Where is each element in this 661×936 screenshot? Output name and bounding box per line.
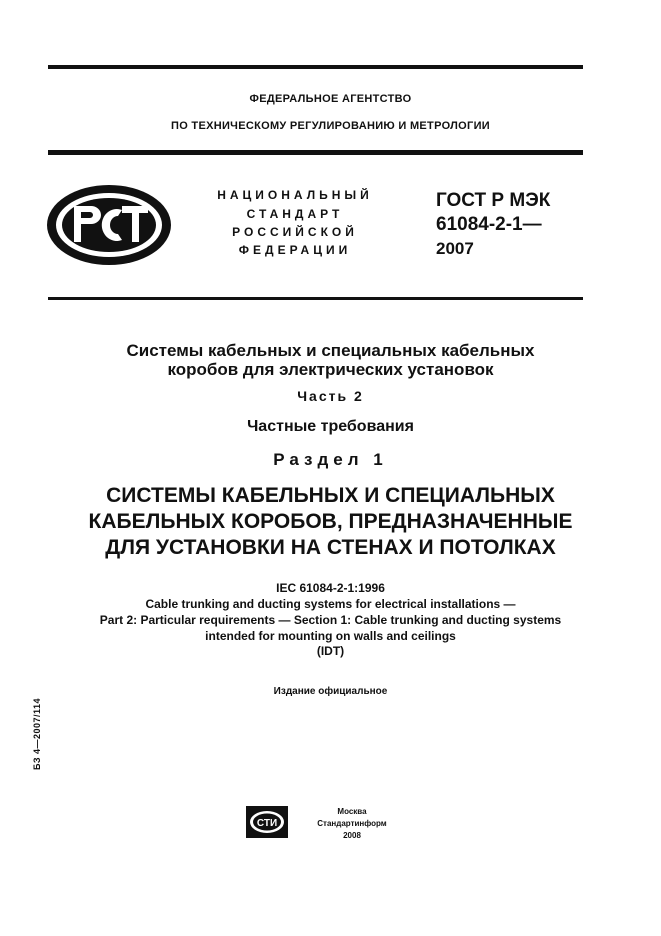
publisher-name: Стандартинформ [317,819,387,828]
designation-rule [48,297,583,300]
rst-logo [44,182,174,268]
header-rule [48,150,583,155]
publisher-logo [246,806,288,838]
svg-text:СТИ: СТИ [256,818,278,829]
publisher-city: Москва [337,807,367,816]
part-title: Частные требования [247,418,414,435]
side-code: БЗ 4—2007/114 [32,697,42,770]
iec-title-line-3: intended for mounting on walls and ceilings [205,629,456,643]
title-line-1: Системы кабельных и специальных кабельных [126,341,535,360]
top-rule [48,65,583,69]
designation-line-2: 61084-2-1— [436,214,542,235]
standard-word-2: СТАНДАРТ [246,207,344,221]
publisher-logo-icon [246,806,288,838]
rst-logo-icon [44,182,174,268]
standard-word-1: НАЦИОНАЛЬНЫЙ [217,188,373,202]
publisher-year: 2008 [343,831,361,840]
section-label: Раздел 1 [273,450,388,469]
designation-line-1: ГОСТ Р МЭК [436,190,551,211]
edition-label: Издание официальное [273,686,388,697]
iec-title-line-1: Cable trunking and ducting systems for electrical installations — [145,597,516,611]
iec-number: IEC 61084-2-1:1996 [276,581,385,595]
main-title-line-2: КАБЕЛЬНЫХ КОРОБОВ, ПРЕДНАЗНАЧЕННЫЕ [88,510,573,533]
title-line-2: коробов для электрических установок [167,360,494,379]
main-title-line-3: ДЛЯ УСТАНОВКИ НА СТЕНАХ И ПОТОЛКАХ [105,536,556,559]
standard-word-3: РОССИЙСКОЙ [232,225,358,239]
agency-line-1: ФЕДЕРАЛЬНОЕ АГЕНТСТВО [249,93,412,105]
iec-idt: (IDT) [316,644,345,658]
standard-word-4: ФЕДЕРАЦИИ [238,243,352,257]
designation-line-3: 2007 [436,239,474,258]
main-title-line-1: СИСТЕМЫ КАБЕЛЬНЫХ И СПЕЦИАЛЬНЫХ [106,484,555,507]
agency-line-2: ПО ТЕХНИЧЕСКОМУ РЕГУЛИРОВАНИЮ И МЕТРОЛОГИИ [171,120,490,132]
iec-title-line-2: Part 2: Particular requirements — Section 1: Cable trunking and ducting systems [99,613,562,627]
part-label: Часть 2 [297,388,364,404]
